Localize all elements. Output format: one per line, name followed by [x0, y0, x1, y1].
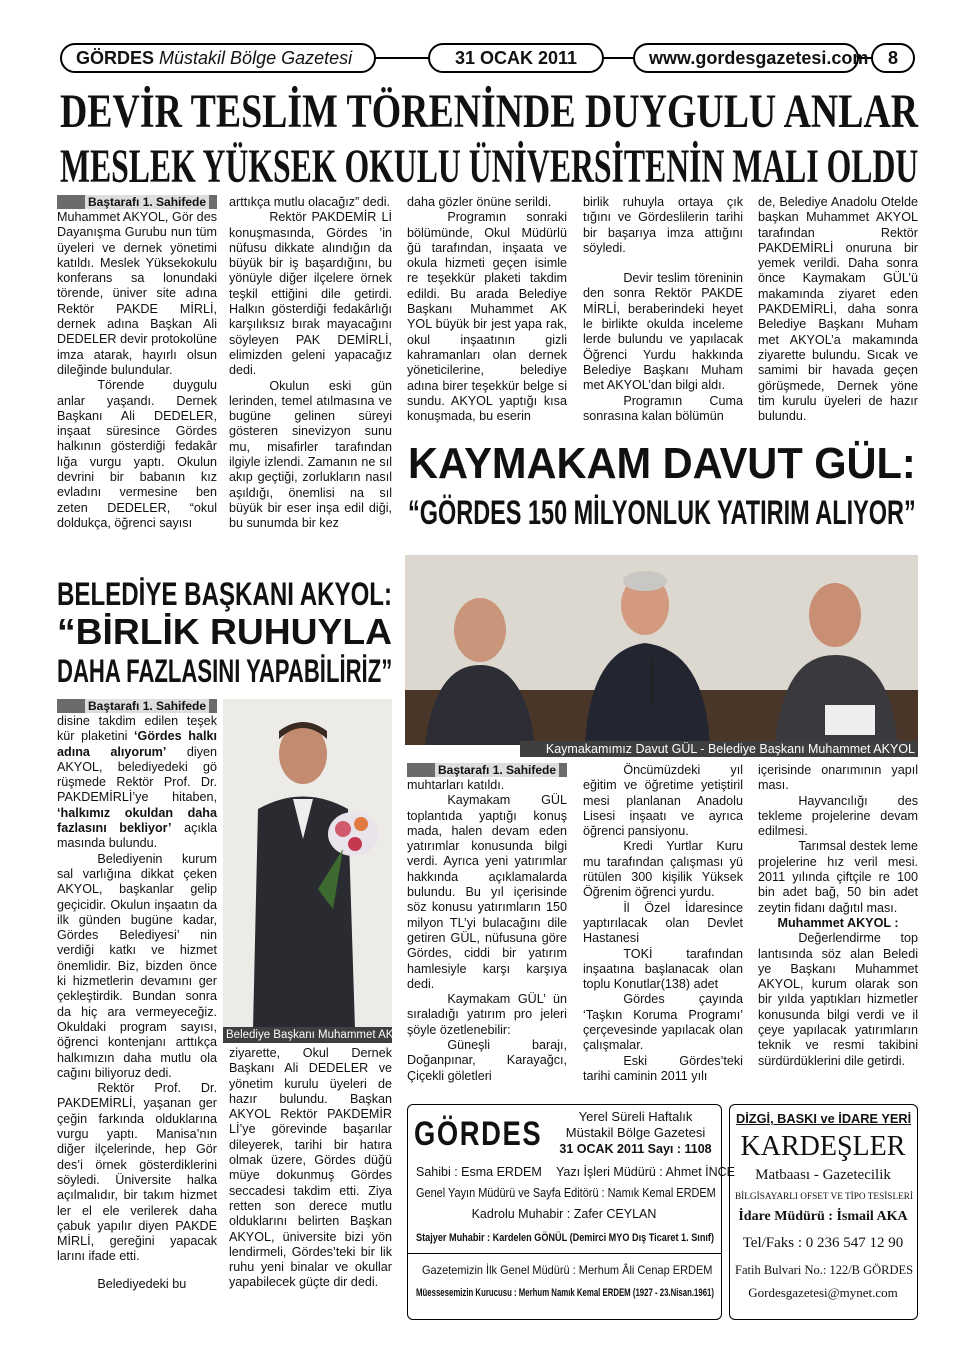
- staff-reporter: Kadrolu Muhabir : Zafer CEYLAN: [471, 1207, 657, 1221]
- article1-col2: [229, 195, 392, 565]
- paragraph: Tarımsal destek leme projelerine hız veril mesi. 2011 yılında çiftçile re 100 bin adet bağ, 50 bin adet zeytin fidanı dağıtıl ması.: [758, 839, 918, 915]
- masthead-divider: [408, 1253, 721, 1254]
- paragraph: Güneşli barajı, Doğanpınar, Karayağcı, Çiçekli göletleri: [407, 1038, 567, 1083]
- masthead-box: [407, 1104, 735, 1320]
- paragraph: Kaymakam GÜL toplantıda yaptığı konuş mada, halen devam eden yatırımlar konusunda bilgi verdi. Ayrıca yeni yatırımlar hakkında açıklamalarda bulundu. Bu yıl içerisinde söz konusu yatırımların 150 milyon TL’yi bulacağını dile getiren GÜL, nüfusuna göre Gördes, ciddi bir yatırım hamlesiyle karşı karşıya dedi.: [407, 793, 567, 991]
- masthead-name: GÖRDES: [414, 1115, 543, 1153]
- paragraph: ziyarette, Okul Dernek Başkanı Ali DEDELER ve yönetim kurulu üyeleri de hazır bulundu. Başkan AKYOL Rektör PAKDEMİR Lİ’ye görevinde başarılar dileyerek, tarihi bir hatıra olmak üzere, Gördes düğü müye dokunmuş Gördes seccadesi takdim etti. Ziya retten son derece mutlu olduklarını belirten Başkan AKYOL, üniversite bizi yön lendirmeli, Gördes’teki bir lik ruhu yeni binalar ve okullar yapabilecek güçte dir dedi.: [229, 1046, 392, 1290]
- kaymakam-title-2: “GÖRDES 150 MİLYONLUK YATIRIM ALIYOR”: [408, 494, 916, 532]
- paragraph: Belediyenin kurum sal varlığına dikkat çeken AKYOL, başkanlar gelip geçicidir. Okulun inşaatın da ilk günden bugüne kadar, Gördes Belediyesi’ nin verdiği katkı ve hizmet önemlidir. Biz, bizden önce ki hizmetlerin devamını ger çekleştirdik. Bundan sonra da hiç ara vermeyeceğiz. Okuldaki program sayısı, öğrenci kontenjanı arttıkça halkımızın daha mutlu ola cağını biliyoruz dedi.: [57, 851, 217, 1080]
- owner: Sahibi : Esma ERDEM: [416, 1165, 542, 1179]
- article1-col5: [758, 195, 918, 430]
- paragraph: TOKİ tarafından inşaatına başlanacak olan toplu Konutlar(138) adet: [583, 946, 743, 992]
- kaymakam-col1: [407, 763, 567, 1093]
- paragraph: Öncümüzdeki yıl eğitim ve öğretime yetiştiril mesi planlanan Anadolu Lisesi inşaatı ve ayrıca öğrenci pansiyonu.: [583, 763, 743, 839]
- akyol-title-1: BELEDİYE BAŞKANI AKYOL:: [57, 576, 393, 612]
- phone-fax: Tel/Faks : 0 236 547 12 90: [742, 1235, 904, 1251]
- paragraph: Rektör Prof. Dr. PAKDEMİRLİ, yaşanan ger çeğin farkında olduklarına vurgu yaptı. Manisa’nın diğer ilçelerinde, hep Gör des’i örnek gösterdiklerini söyledi. Üniversite halka açılmalıdır, bir takım hizmet ler el ele verilerek daha çabuk yapılır diyen PAKDE MİRLİ, gereğini yapacak larını ifade etti.: [57, 1081, 217, 1264]
- paper-subtitle: Müstakil Bölge Gazetesi: [159, 48, 353, 68]
- founder: Müessesemizin Kurucusu : Merhum Namık Kemal ERDEM (1927 - 23.Nisan.1961): [416, 1287, 714, 1299]
- continued-tag: Baştarafı 1. Sahifede: [57, 195, 217, 209]
- paragraph: disine takdim edilen teşek kür plaketini ‘Gördes halkı adına alıyorum’ diyen AKYOL, belediyedeki gö rüşmede Rektör Prof. Dr. PAKDEMİRLİ’ye hitaben, ‘halkımız okuldan daha fazlasını bekliyor’ açıkla masında bulundu.: [57, 714, 218, 851]
- general-manager: Genel Yayın Müdürü ve Sayfa Editörü : Namık Kemal ERDEM: [416, 1186, 716, 1200]
- article1-col3: [407, 195, 567, 430]
- paragraph: daha gözler önüne serildi.: [407, 195, 552, 209]
- printer-box: [729, 1104, 918, 1320]
- paragraph: Belediyedeki bu: [97, 1276, 187, 1291]
- paragraph: Rektör PAKDEMİR Lİ konuşmasında, Gördes ’in nüfusu dikkate alındığın da büyük bir iş başardığını, bu yönüyle diğer ilçelere örnek teşkil ettiğini dile getirdi. Halkın gösterdiği fedakârlığı karşılıksız bırak mayacağını söyleyen PAK DEMİRLİ, elimizden geleni yapacağız dedi.: [229, 210, 392, 378]
- printer-name: KARDEŞLER: [740, 1131, 906, 1162]
- date-pill: [428, 43, 604, 73]
- paragraph: Kredi Yurtlar Kuru mu tarafından çalışması yü rütülen 300 kişilik Yüksek Öğrenim öğrenci yurdu.: [583, 839, 743, 900]
- paragraph: de, Belediye Anadolu Otelde başkan Muhammet AKYOL tarafından Rektör PAKDEMİRLİ onuruna bir yemek verildi. Daha sonra önce Kaymakam GÜL’ü makamında ziyaret eden PAKDEMİRLİ, daha sonra Belediye Başkanı Muham met AKYOL’a makamında ziyarette bulundu. Sıcak ve samimi bir havada geçen görüşmede, Dernek yöne tim kurulu üyeleri de hazır bulundu.: [758, 195, 918, 424]
- akyol-col1: [57, 699, 217, 1317]
- printer-subtitle: Matbaası - Gazetecilik: [755, 1167, 891, 1183]
- paragraph: Programın Cuma sonrasına kalan bölümün: [583, 393, 743, 423]
- site-pill: [633, 43, 869, 73]
- akyol-title-2: “BİRLİK RUHUYLA: [57, 611, 392, 652]
- page-number: 8: [887, 48, 898, 68]
- paragraph: birlik ruhuyla ortaya çık tığını ve Gördeslilerin tarihi bir başarıya imza attığını söyledi.: [583, 195, 743, 255]
- headline-1: DEVİR TESLİM TÖRENİNDE DUYGULU ANLAR: [60, 85, 919, 138]
- paragraph: Eski Gördes’teki tarihi caminin 2011 yılı: [583, 1053, 743, 1083]
- paragraph: muhtarları katıldı.: [407, 778, 505, 792]
- kaymakam-title-1: KAYMAKAM DAVUT GÜL:: [408, 439, 916, 488]
- masthead-line: Müstakil Bölge Gazetesi: [565, 1125, 706, 1140]
- paper-name-pill: [60, 43, 376, 73]
- kaymakam-photo-caption: Kaymakamımız Davut GÜL - Belediye Başkanı Muhammet AKYOL: [520, 741, 918, 757]
- kaymakam-photo: [405, 555, 918, 745]
- paragraph: Değerlendirme top lantısında söz alan Beledi ye Başkanı Muhammet AKYOL, kurum olarak son bir yılda yaptıkları hizmetler konusunda bilgi verdi ve il çeye yapılacak yatırımların teknik ve resmi takibini sürdürdüklerini dile getirdi.: [758, 931, 918, 1068]
- akyol-photo-illustration: [223, 699, 392, 1029]
- paragraph: Muhammet AKYOL, Gör des Dayanışma Gurubu nun tüm üyeleri ve dernek yönetimi katıldı. Meslek Yüksekokulu konferans sa lonundaki törende, üniver site adına Rektör PAKDE MİRLİ, dernek adına Başkan Ali DEDELER devir protokolüne imza atarak, hayırlı olsun dileğinde bulundular.: [57, 210, 217, 377]
- first-general-manager: Gazetemizin İlk Genel Müdürü : Merhum Âli Cenap ERDEM: [422, 1263, 713, 1277]
- akyol-photo: [223, 699, 392, 1029]
- paragraph: arttıkça mutlu olacağız” dedi.: [229, 195, 390, 209]
- paragraph: İl Özel İdaresince yaptırılacak olan Devlet Hastanesi: [583, 900, 743, 946]
- page-number-pill: [871, 43, 915, 73]
- paragraph: içerisinde onarımının yapıl ması.: [758, 763, 918, 793]
- website[interactable]: www.gordesgazetesi.com: [649, 48, 869, 68]
- kaymakam-col3: [758, 763, 918, 1093]
- kaymakam-col2: [583, 763, 743, 1093]
- continued-tag: Baştarafı 1. Sahifede: [57, 699, 217, 713]
- address: Fatih Bulvari No.: 122/B GÖRDES: [735, 1263, 914, 1277]
- intern-reporter: Stajyer Muhabir : Kardelen GÖNÜL (Demirci MYO Dış Ticaret 1. Sınıf): [416, 1232, 715, 1244]
- meeting-photo-illustration: [405, 555, 918, 745]
- printer-facilities: BİLGİSAYARLI OFSET VE TİPO TESİSLERİ: [735, 1191, 914, 1201]
- issue-date: 31 OCAK 2011: [454, 48, 578, 68]
- paper-name: GÖRDES: [76, 48, 155, 68]
- paragraph: Okulun eski gün lerinden, temel atılmasına ve bugüne gelinen süreyi gösteren sinevizyon sunu mu, misafirler tarafından ilgiyle izlendi. Zamanın ne sıl akıp geçtiği, zorlukların nasıl aşıldığı, önemlisi na sıl büyük bir eser inşa edil diği, bu sunumda bir kez: [229, 378, 392, 531]
- akyol-photo-caption: Belediye Başkanı Muhammet AKYOL: [223, 1027, 392, 1043]
- printer-heading: DİZGİ, BASKI ve İDARE YERİ: [736, 1111, 912, 1126]
- paragraph: Devir teslim töreninin den sonra Rektör PAKDE MİRLİ, beraberindeki heyet le birlikte okulda inceleme lerde bulundu ve yapılacak Öğrenci Yurdu hakkında Belediye Başkanı Muham met AKYOL’dan bilgi aldı.: [583, 271, 743, 393]
- paragraph: Hayvancılığı des tekleme projelerine devam edilmesi.: [758, 793, 918, 839]
- subheading: Muhammet AKYOL :: [777, 915, 899, 930]
- office-manager: İdare Müdürü : İsmail AKA: [738, 1209, 908, 1224]
- page-header: [60, 43, 915, 73]
- headline-2: MESLEK YÜKSEK OKULU ÜNİVERSİTENİN MALI OLDU: [60, 140, 919, 193]
- masthead-line: 31 OCAK 2011 Sayı : 1108: [559, 1142, 712, 1156]
- paragraph: Törende duygulu anlar yaşandı. Dernek Başkanı Ali DEDELER, inşaat süresince Gördes halkının gösterdiği fedakâr lığa vurgu yaptı. Okulun devrini bir babanın kız evladını vermesine ben zeten DEDELER, “okul doldukça, öğrenci sayısı: [57, 378, 217, 530]
- article1-col1: [57, 195, 217, 565]
- paragraph: Gördes çayında ‘Taşkın Koruma Programı’ çerçevesinde yapılacak olan çalışmalar.: [583, 992, 743, 1053]
- akyol-col2: [229, 1046, 392, 1320]
- masthead-line: Yerel Süreli Haftalık: [578, 1109, 693, 1124]
- continued-tag: Baştarafı 1. Sahifede: [407, 763, 567, 777]
- paragraph: Kaymakam GÜL’ ün sıraladığı yatırım pro jeleri şöyle özetlenebilir:: [407, 992, 567, 1037]
- akyol-title-3: DAHA FAZLASINI YAPABİLİRİZ”: [57, 653, 393, 689]
- paragraph: Programın sonraki bölümünde, Okul Müdürlü ğü tarafından, inşaata ve okula hizmeti geçen isimle re teşekkür plaketi takdim edildi. Bu arada Belediye Başkanı Muhammet AK YOL büyük bir jest yapa rak, okul inşaatının gizli kahramanları olan dernek yöneticilerine, belediye adına birer teşekkür belge si sundu. AKYOL yaptığı kısa konuşmada, bu eserin: [407, 210, 567, 424]
- article1-col4: [583, 195, 743, 430]
- email[interactable]: Gordesgazetesi@mynet.com: [748, 1285, 898, 1300]
- editor-in-chief: Yazı İşleri Müdürü : Ahmet İNCE: [556, 1165, 735, 1179]
